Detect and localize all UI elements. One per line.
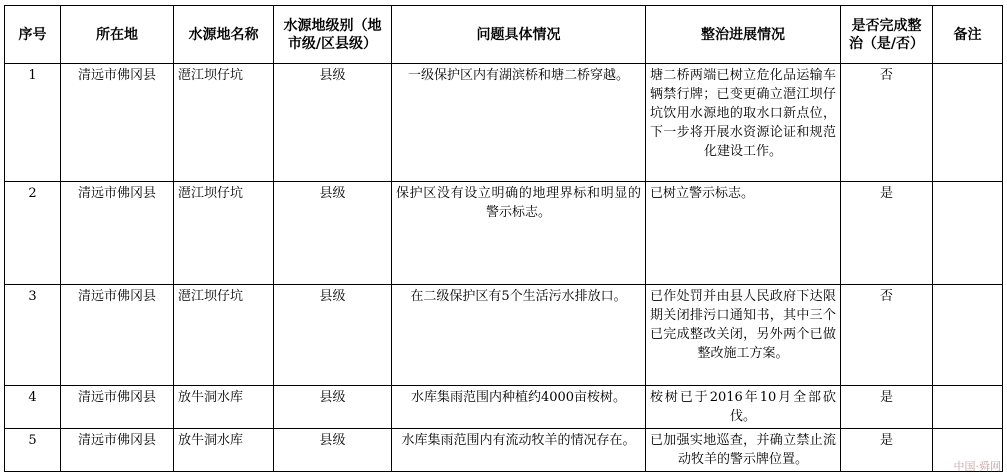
cell-remark bbox=[933, 285, 1003, 386]
cell-level: 县级 bbox=[274, 429, 392, 472]
header-no: 序号 bbox=[5, 6, 61, 64]
cell-done: 否 bbox=[841, 64, 933, 182]
header-source-name: 水源地名称 bbox=[174, 6, 274, 64]
cell-remark bbox=[933, 386, 1003, 429]
cell-location: 清远市佛冈县 bbox=[61, 429, 174, 472]
cell-source-name: 潖江坝仔坑 bbox=[174, 285, 274, 386]
cell-source-name: 放牛洞水库 bbox=[174, 429, 274, 472]
cell-location: 清远市佛冈县 bbox=[61, 64, 174, 182]
cell-problem: 一级保护区内有湖滨桥和塘二桥穿越。 bbox=[392, 64, 646, 182]
header-remark: 备注 bbox=[933, 6, 1003, 64]
watermark: 中国·舜网 bbox=[953, 460, 1001, 473]
table-row bbox=[5, 386, 1003, 429]
table-row bbox=[5, 182, 1003, 285]
cell-problem: 保护区没有设立明确的地理界标和明显的警示标志。 bbox=[392, 182, 646, 285]
cell-source-name: 潖江坝仔坑 bbox=[174, 64, 274, 182]
cell-progress: 桉树已于2016年10月全部砍伐。 bbox=[646, 386, 841, 429]
table-row bbox=[5, 429, 1003, 472]
table-row bbox=[5, 285, 1003, 386]
cell-remark bbox=[933, 64, 1003, 182]
cell-source-name: 潖江坝仔坑 bbox=[174, 182, 274, 285]
cell-done: 是 bbox=[841, 429, 933, 472]
cell-problem: 在二级保护区有5个生活污水排放口。 bbox=[392, 285, 646, 386]
cell-location: 清远市佛冈县 bbox=[61, 182, 174, 285]
cell-no: 4 bbox=[5, 386, 61, 429]
cell-source-name: 放牛洞水库 bbox=[174, 386, 274, 429]
cell-location: 清远市佛冈县 bbox=[61, 386, 174, 429]
rectification-table bbox=[4, 5, 1003, 472]
cell-location: 清远市佛冈县 bbox=[61, 285, 174, 386]
cell-progress: 已作处罚并由县人民政府下达限期关闭排污口通知书，其中三个已完成整改关闭，另外两个已做整改施工方案。 bbox=[646, 285, 841, 386]
header-progress: 整治进展情况 bbox=[646, 6, 841, 64]
header-row bbox=[5, 6, 1003, 64]
cell-level: 县级 bbox=[274, 285, 392, 386]
cell-level: 县级 bbox=[274, 64, 392, 182]
cell-progress: 已加强实地巡查，并确立禁止流动牧羊的警示牌位置。 bbox=[646, 429, 841, 472]
header-done: 是否完成整治（是/否） bbox=[841, 6, 933, 64]
header-level: 水源地级别（地市级/区县级） bbox=[274, 6, 392, 64]
cell-level: 县级 bbox=[274, 182, 392, 285]
cell-level: 县级 bbox=[274, 386, 392, 429]
cell-progress: 塘二桥两端已树立危化品运输车辆禁行牌；已变更确立潖江坝仔坑饮用水源地的取水口新点位，下一步将开展水资源论证和规范化建设工作。 bbox=[646, 64, 841, 182]
cell-remark bbox=[933, 182, 1003, 285]
header-location: 所在地 bbox=[61, 6, 174, 64]
cell-problem: 水库集雨范围内种植约4000亩桉树。 bbox=[392, 386, 646, 429]
cell-no: 5 bbox=[5, 429, 61, 472]
header-problem: 问题具体情况 bbox=[392, 6, 646, 64]
table-row bbox=[5, 64, 1003, 182]
cell-no: 2 bbox=[5, 182, 61, 285]
cell-done: 否 bbox=[841, 285, 933, 386]
cell-done: 是 bbox=[841, 386, 933, 429]
cell-done: 是 bbox=[841, 182, 933, 285]
cell-problem: 水库集雨范围内有流动牧羊的情况存在。 bbox=[392, 429, 646, 472]
cell-progress: 已树立警示标志。 bbox=[646, 182, 841, 285]
cell-no: 3 bbox=[5, 285, 61, 386]
cell-no: 1 bbox=[5, 64, 61, 182]
